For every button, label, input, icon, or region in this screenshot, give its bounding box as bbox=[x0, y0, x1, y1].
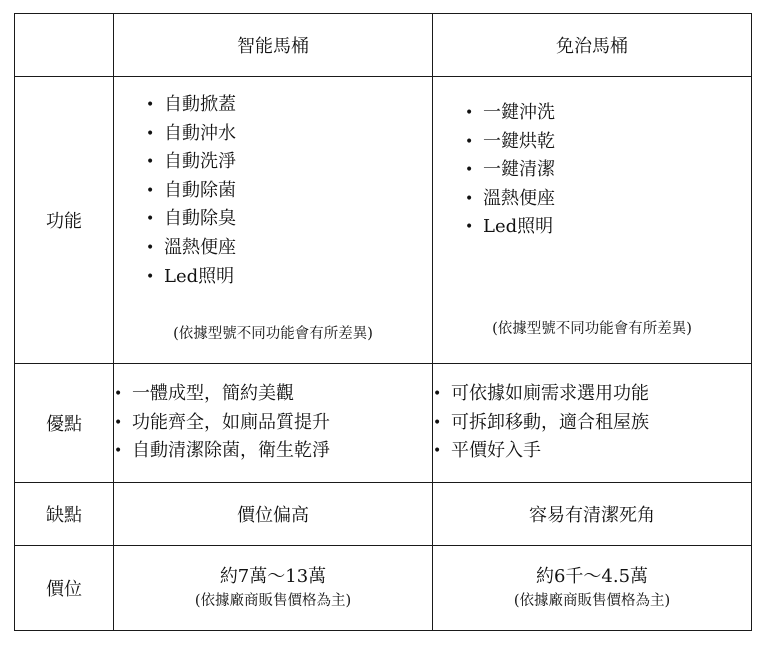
list-item bbox=[114, 380, 432, 409]
list-item-text: 一鍵烘乾 bbox=[483, 130, 555, 152]
list-item-text: Led照明 bbox=[164, 265, 235, 287]
list-item bbox=[465, 99, 555, 128]
price-bidet-note: (依據廠商販售價格為主) bbox=[513, 593, 671, 609]
bullet-icon: • bbox=[433, 443, 442, 460]
list-item-text: 自動掀蓋 bbox=[164, 94, 236, 115]
list-item-text: 自動沖水 bbox=[164, 122, 236, 144]
features-label: 功能 bbox=[15, 77, 114, 364]
bullet-icon: • bbox=[146, 211, 155, 228]
features-bidet-note: (依據型號不同功能會有所差異) bbox=[492, 321, 692, 337]
price-label: 價位 bbox=[15, 546, 114, 631]
list-item bbox=[146, 148, 236, 177]
features-smart-cell bbox=[114, 77, 433, 364]
list-item-text: 自動洗淨 bbox=[164, 151, 236, 173]
list-item bbox=[146, 263, 236, 292]
list-item bbox=[114, 437, 432, 466]
bullet-icon: • bbox=[146, 239, 155, 256]
list-item bbox=[146, 234, 236, 263]
bullet-icon: • bbox=[465, 190, 474, 207]
list-item-text: 可依據如廁需求選用功能 bbox=[451, 383, 649, 405]
list-item bbox=[465, 156, 555, 185]
bullet-icon: • bbox=[465, 219, 474, 236]
pros-label: 優點 bbox=[15, 364, 114, 483]
features-smart-note: (依據型號不同功能會有所差異) bbox=[173, 326, 373, 342]
bullet-icon: • bbox=[146, 97, 155, 113]
price-smart-cell bbox=[114, 546, 433, 631]
bullet-icon: • bbox=[146, 125, 155, 142]
list-item bbox=[465, 128, 555, 157]
list-item bbox=[146, 205, 236, 234]
list-item-text: 可拆卸移動，適合租屋族 bbox=[451, 411, 649, 433]
bullet-icon: • bbox=[433, 386, 442, 403]
list-item-text: 自動除菌 bbox=[164, 179, 236, 201]
pros-smart-list bbox=[114, 380, 432, 466]
pros-bidet-list bbox=[433, 380, 751, 466]
price-smart-note: (依據廠商販售價格為主) bbox=[194, 593, 352, 609]
cons-smart-cell: 價位偏高 bbox=[114, 483, 433, 546]
features-smart-list bbox=[146, 91, 236, 291]
list-item bbox=[146, 91, 236, 120]
bullet-icon: • bbox=[146, 268, 155, 285]
price-smart-value: 約7萬～13萬 bbox=[219, 566, 327, 587]
pros-smart-cell bbox=[114, 364, 433, 483]
list-item bbox=[465, 185, 555, 214]
price-bidet-value: 約6千～4.5萬 bbox=[535, 566, 649, 587]
list-item-text: 一鍵沖洗 bbox=[483, 102, 555, 123]
list-item bbox=[114, 409, 432, 438]
bullet-icon: • bbox=[146, 182, 155, 199]
bullet-icon: • bbox=[114, 443, 123, 460]
list-item bbox=[146, 177, 236, 206]
price-bidet-cell bbox=[433, 546, 752, 631]
cons-row bbox=[15, 483, 752, 546]
bullet-icon: • bbox=[465, 133, 474, 150]
list-item-text: 一體成型，簡約美觀 bbox=[132, 383, 294, 405]
list-item-text: Led照明 bbox=[483, 216, 554, 238]
list-item-text: 功能齊全，如廁品質提升 bbox=[132, 411, 330, 433]
features-row bbox=[15, 77, 752, 364]
list-item bbox=[433, 380, 751, 409]
price-row bbox=[15, 546, 752, 631]
cons-label: 缺點 bbox=[15, 483, 114, 546]
list-item bbox=[433, 409, 751, 438]
bullet-icon: • bbox=[433, 414, 442, 431]
bullet-icon: • bbox=[465, 105, 474, 121]
features-bidet-cell bbox=[433, 77, 752, 364]
bullet-icon: • bbox=[114, 386, 123, 403]
features-bidet-list bbox=[465, 99, 555, 242]
list-item-text: 自動清潔除菌，衛生乾淨 bbox=[132, 440, 330, 462]
list-item-text: 平價好入手 bbox=[451, 440, 541, 462]
list-item bbox=[465, 213, 555, 242]
bullet-icon: • bbox=[114, 414, 123, 431]
list-item-text: 自動除臭 bbox=[164, 208, 236, 230]
comparison-table bbox=[14, 13, 752, 631]
list-item-text: 一鍵清潔 bbox=[483, 159, 555, 181]
pros-row bbox=[15, 364, 752, 483]
bullet-icon: • bbox=[146, 154, 155, 171]
header-smart-toilet: 智能馬桶 bbox=[114, 14, 433, 77]
list-item bbox=[146, 120, 236, 149]
header-bidet-seat: 免治馬桶 bbox=[433, 14, 752, 77]
pros-bidet-cell bbox=[433, 364, 752, 483]
bullet-icon: • bbox=[465, 162, 474, 179]
list-item-text: 溫熱便座 bbox=[164, 236, 236, 258]
list-item bbox=[433, 437, 751, 466]
cons-bidet-cell: 容易有清潔死角 bbox=[433, 483, 752, 546]
list-item-text: 溫熱便座 bbox=[483, 187, 555, 209]
header-row bbox=[15, 14, 752, 77]
corner-cell bbox=[15, 14, 114, 77]
